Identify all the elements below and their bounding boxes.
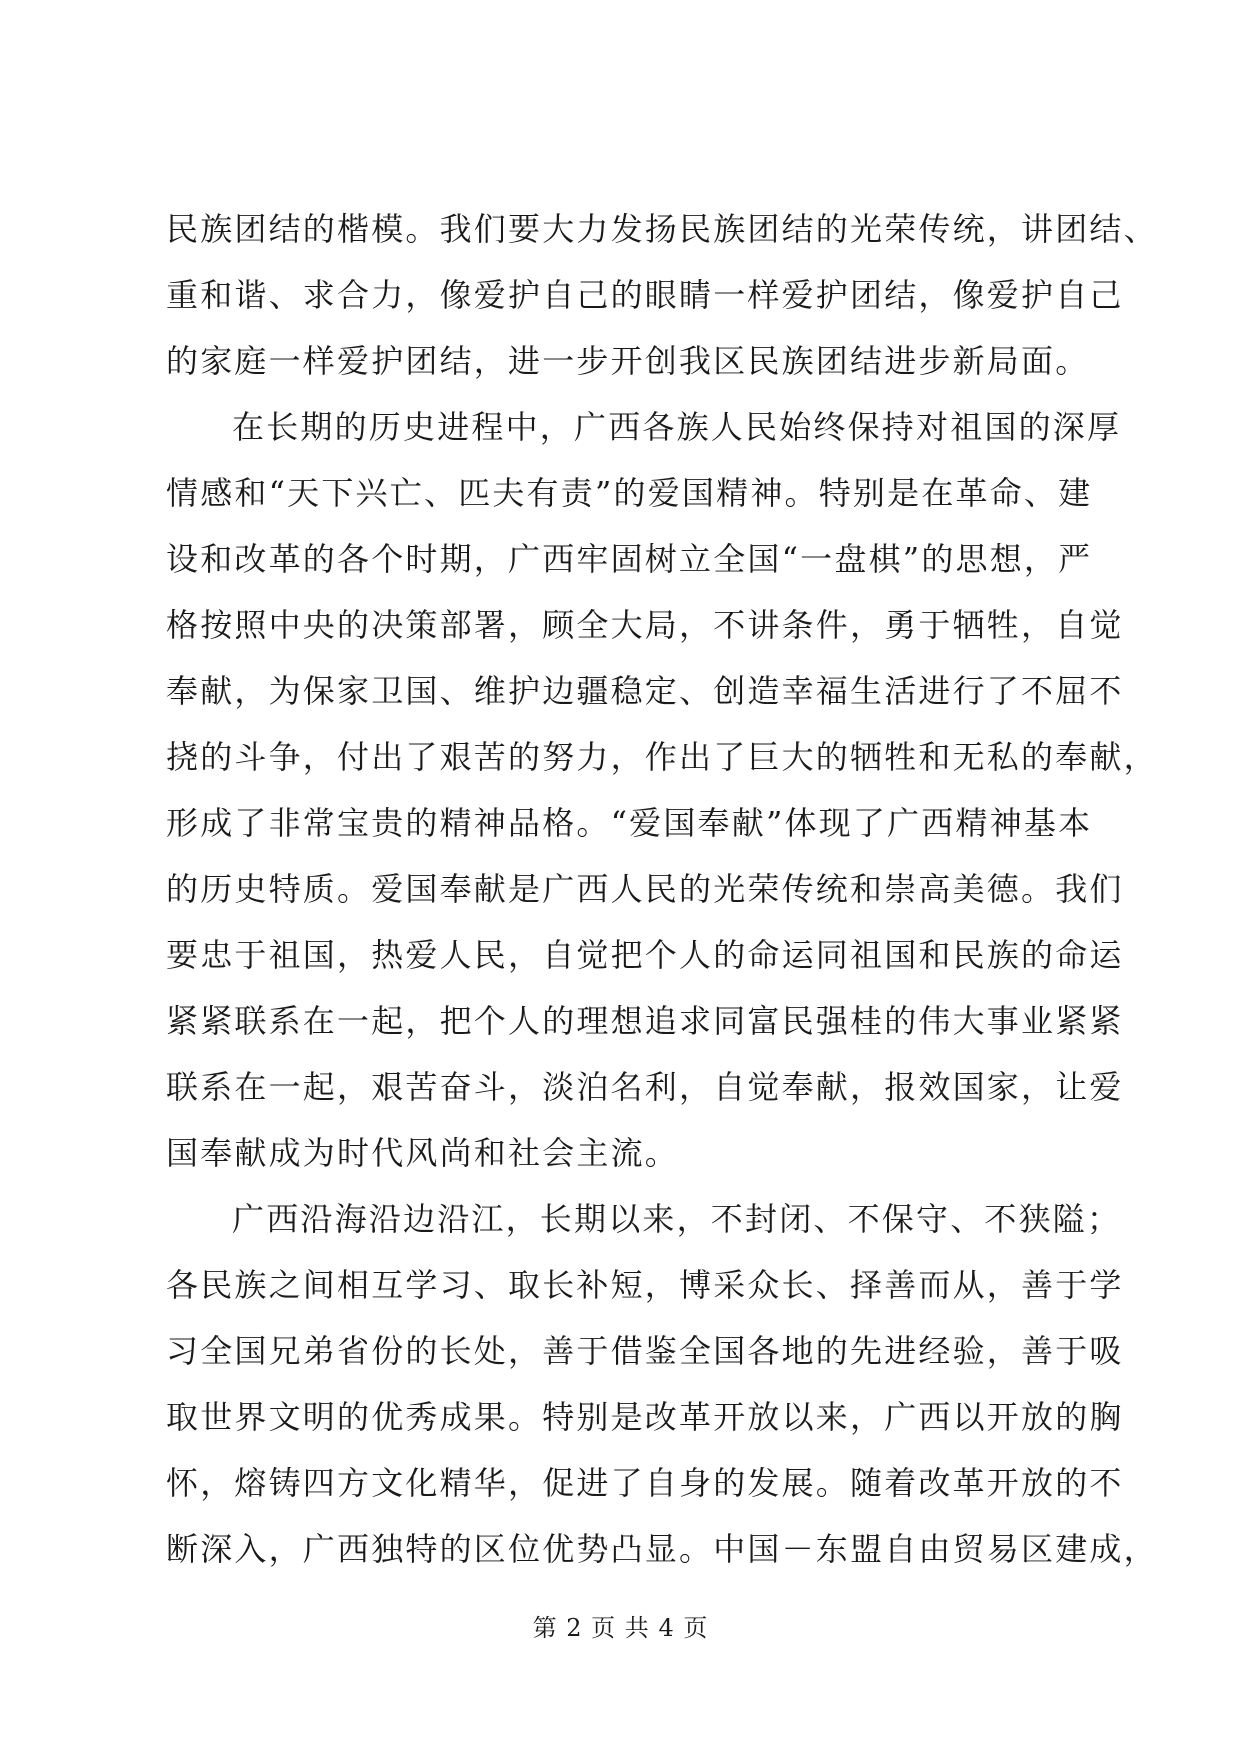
text-line: 各民族之间相互学习、取长补短，博采众长、择善而从，善于学 [166, 1266, 1124, 1304]
text-line: 形成了非常宝贵的精神品格。“爱国奉献”体现了广西精神基本 [166, 804, 1093, 842]
text-line: 奉献，为保家卫国、维护边疆稳定、创造幸福生活进行了不屈不 [166, 672, 1124, 710]
page-footer: 第 2 页 共 4 页 [532, 1614, 709, 1642]
text-line: 的历史特质。爱国奉献是广西人民的光荣传统和崇高美德。我们 [166, 870, 1124, 908]
text-line: 国奉献成为时代风尚和社会主流。 [166, 1134, 680, 1172]
text-line: 格按照中央的决策部署，顾全大局，不讲条件，勇于牺牲，自觉 [166, 606, 1124, 644]
text-line: 重和谐、求合力，像爱护自己的眼睛一样爱护团结，像爱护自己 [166, 276, 1124, 314]
text-line: 联系在一起，艰苦奋斗，淡泊名利，自觉奉献，报效国家，让爱 [166, 1068, 1124, 1106]
text-line: 民族团结的楷模。我们要大力发扬民族团结的光荣传统，讲团结、 [166, 210, 1158, 248]
text-line: 广西沿海沿边沿江，长期以来，不封闭、不保守、不狭隘； [232, 1200, 1122, 1238]
text-line: 断深入，广西独特的区位优势凸显。中国－东盟自由贸易区建成， [166, 1530, 1158, 1568]
text-line: 习全国兄弟省份的长处，善于借鉴全国各地的先进经验，善于吸 [166, 1332, 1124, 1370]
text-line: 的家庭一样爱护团结，进一步开创我区民族团结进步新局面。 [166, 342, 1090, 380]
text-line: 要忠于祖国，热爱人民，自觉把个人的命运同祖国和民族的命运 [166, 936, 1124, 974]
text-line: 挠的斗争，付出了艰苦的努力，作出了巨大的牺牲和无私的奉献， [166, 738, 1158, 776]
text-line: 设和改革的各个时期，广西牢固树立全国“一盘棋”的思想，严 [166, 540, 1093, 578]
text-line: 紧紧联系在一起，把个人的理想追求同富民强桂的伟大事业紧紧 [166, 1002, 1124, 1040]
text-line: 情感和“天下兴亡、匹夫有责”的爱国精神。特别是在革命、建 [166, 474, 1093, 512]
body-text [166, 196, 1158, 1582]
text-line: 怀，熔铸四方文化精华，促进了自身的发展。随着改革开放的不 [166, 1464, 1124, 1502]
text-line: 在长期的历史进程中，广西各族人民始终保持对祖国的深厚 [232, 408, 1122, 446]
text-line: 取世界文明的优秀成果。特别是改革开放以来，广西以开放的胸 [166, 1398, 1124, 1436]
